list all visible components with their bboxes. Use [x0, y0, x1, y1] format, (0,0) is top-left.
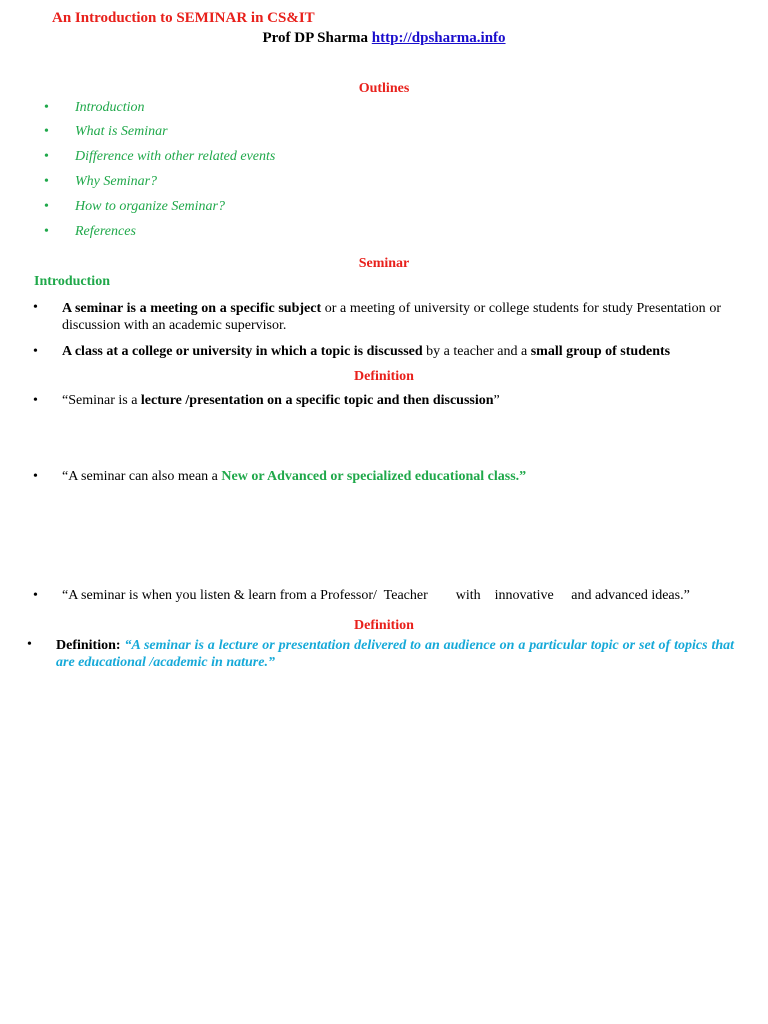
- outline-item-why-seminar: • Why Seminar?: [44, 174, 158, 189]
- bullet-dot: •: [33, 393, 38, 408]
- outline-item-what-is-seminar: • What is Seminar: [44, 124, 168, 139]
- intro-paragraph-1: A seminar is a meeting on a specific subject or a meeting of university or college students for study Presentation or discussion with an academic supervisor.: [62, 301, 721, 333]
- bullet-dot: •: [33, 300, 38, 315]
- author-website-link[interactable]: http://dpsharma.info: [371, 30, 506, 46]
- outline-item-how-to-organize: • How to organize Seminar?: [44, 199, 225, 214]
- outline-item-difference: • Difference with other related events: [44, 149, 276, 164]
- definition-item-3: “A seminar is when you listen & learn from a Professor/ Teacher with innovative and advanced ideas.”: [62, 588, 690, 603]
- seminar-heading: Seminar: [358, 256, 410, 271]
- definition-heading-2: Definition: [354, 618, 414, 633]
- outline-item-introduction: • Introduction: [44, 100, 145, 115]
- bullet-dot: •: [27, 637, 32, 652]
- outline-item-references: • References: [44, 224, 136, 239]
- bullet-dot: •: [33, 588, 38, 603]
- outlines-heading: Outlines: [358, 81, 410, 96]
- author-name: Prof DP Sharma: [262, 30, 369, 46]
- intro-paragraph-2: A class at a college or university in which a topic is discussed by a teacher and a small group of students: [62, 344, 671, 359]
- definition-item-2: “A seminar can also mean a New or Advanced or specialized educational class.”: [62, 469, 527, 484]
- definition-item-1: “Seminar is a lecture /presentation on a specific topic and then discussion”: [62, 393, 500, 408]
- document-title: An Introduction to SEMINAR in CS&IT: [52, 10, 315, 26]
- definition-heading-1: Definition: [354, 369, 414, 384]
- definition-paragraph: Definition: “A seminar is a lecture or presentation delivered to an audience on a particular topic or set of topics that are educational /academic in nature.”: [56, 638, 735, 670]
- bullet-dot: •: [33, 344, 38, 359]
- author-line: [0, 30, 768, 47]
- introduction-heading: Introduction: [34, 274, 110, 289]
- bullet-dot: •: [33, 469, 38, 484]
